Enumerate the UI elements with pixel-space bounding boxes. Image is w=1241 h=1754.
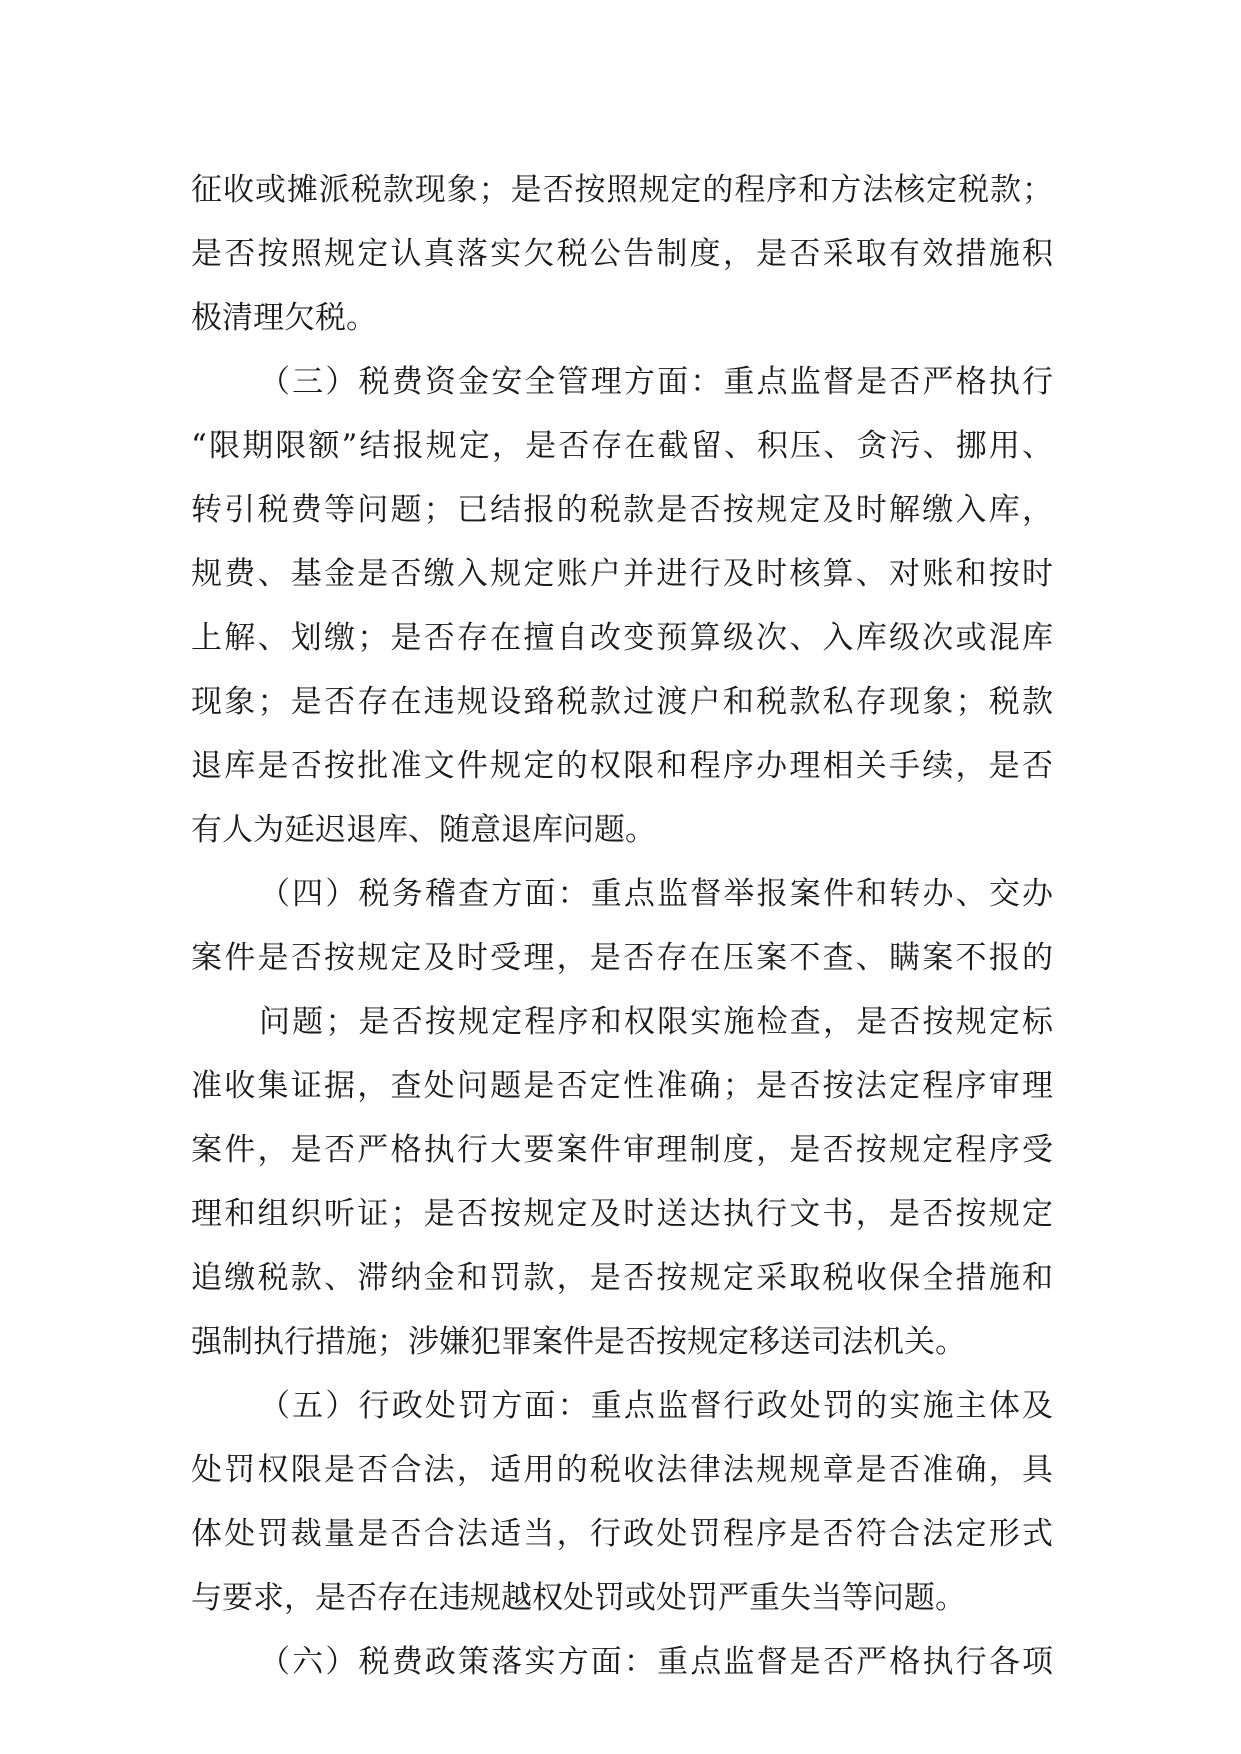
text-line: 案件是否按规定及时受理，是否存在压案不查、瞒案不报的 [191,940,1053,976]
text-line: 现象；是否存在违规设臵税款过渡户和税款私存现象；税款 [191,684,1053,720]
paragraph-heading-line: （三）税费资金安全管理方面：重点监督是否严格执行 [259,364,1053,400]
text-line: 问题；是否按规定程序和权限实施检查，是否按规定标 [259,1004,1053,1040]
text-line: 转引税费等问题；已结报的税款是否按规定及时解缴入库， [191,492,1053,528]
text-line: 规费、基金是否缴入规定账户并进行及时核算、对账和按时 [191,556,1053,592]
text-line: 处罚权限是否合法，适用的税收法律法规规章是否准确，具 [191,1452,1053,1488]
text-line: 强制执行措施；涉嫌犯罪案件是否按规定移送司法机关。 [191,1324,966,1360]
text-line: 与要求，是否存在违规越权处罚或处罚严重失当等问题。 [191,1580,966,1616]
text-line: 理和组织听证；是否按规定及时送达执行文书，是否按规定 [191,1196,1053,1232]
text-line: 征收或摊派税款现象；是否按照规定的程序和方法核定税款； [191,172,1053,208]
text-line: 极清理欠税。 [191,300,377,336]
text-line: “限期限额”结报规定，是否存在截留、积压、贪污、挪用、 [191,428,1053,464]
text-line: 体处罚裁量是否合法适当，行政处罚程序是否符合法定形式 [191,1516,1053,1552]
text-line: 是否按照规定认真落实欠税公告制度，是否采取有效措施积 [191,236,1053,272]
text-line: 追缴税款、滞纳金和罚款，是否按规定采取税收保全措施和 [191,1260,1053,1296]
text-line: 案件，是否严格执行大要案件审理制度，是否按规定程序受 [191,1132,1053,1168]
text-line: 准收集证据，查处问题是否定性准确；是否按法定程序审理 [191,1068,1053,1104]
text-line: 有人为延迟退库、随意退库问题。 [191,812,656,848]
text-line: 退库是否按批准文件规定的权限和程序办理相关手续，是否 [191,748,1053,784]
paragraph-heading-line: （五）行政处罚方面：重点监督行政处罚的实施主体及 [259,1388,1053,1424]
text-line: 上解、划缴；是否存在擅自改变预算级次、入库级次或混库 [191,620,1053,656]
paragraph-heading-line: （四）税务稽查方面：重点监督举报案件和转办、交办 [259,876,1053,912]
paragraph-heading-line: （六）税费政策落实方面：重点监督是否严格执行各项 [259,1644,1053,1680]
